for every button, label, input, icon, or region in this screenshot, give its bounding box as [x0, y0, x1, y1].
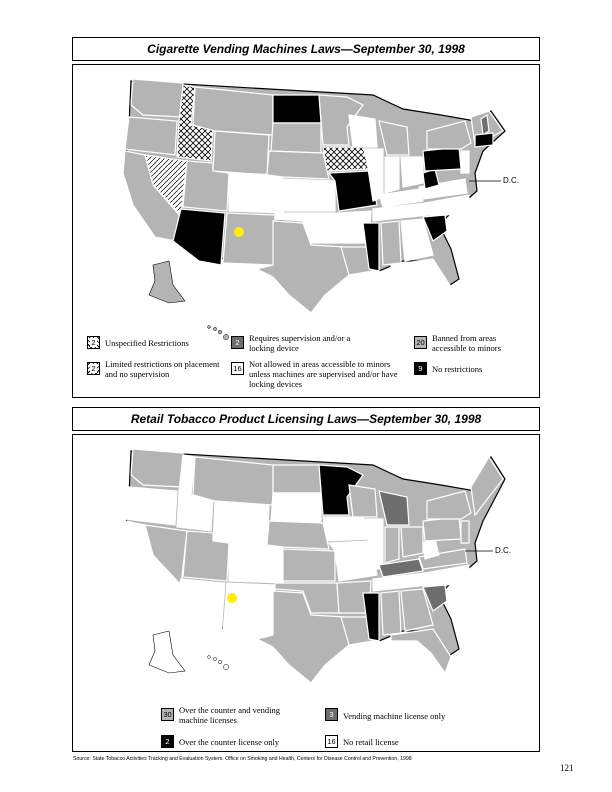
map1-legend-label-no-restrictions: No restrictions	[432, 364, 483, 374]
map1-legend-label-limited: Limited restrictions on placement and no supervision	[105, 359, 220, 379]
map2-highlight-dot	[227, 593, 237, 603]
page-number: 121	[560, 763, 574, 773]
map1-legend-label-supervision: Requires supervision and/or a locking device	[249, 333, 351, 353]
map1-highlight-dot	[234, 227, 244, 237]
source-note: Source: State Tobacco Activities Tracking and Evaluation System. Office on Smoking and Health, Centers for Disease Control and Prevention, 1998	[73, 756, 412, 762]
map2-legend-swatch-counter: 2	[161, 735, 174, 748]
map2-legend-swatch-vending: 3	[325, 708, 338, 721]
map1-frame	[72, 64, 540, 398]
map1-dc-label: D.C.	[503, 176, 519, 185]
map2-legend-label-none: No retail license	[343, 737, 399, 747]
map2-legend-swatch-both: 30	[161, 708, 174, 721]
map1-legend-swatch-not-allowed: 16	[231, 362, 244, 375]
map1-legend-label-not-allowed: Not allowed in areas accessible to minors unless machines are supervised and/or have locking devices	[249, 359, 398, 389]
map2-legend-label-counter: Over the counter license only	[179, 737, 280, 747]
map2-legend-swatch-none: 16	[325, 735, 338, 748]
map1-legend-label-unspecified: Unspecified Restrictions	[105, 338, 189, 348]
map2-frame	[72, 434, 540, 752]
map1-title-box	[72, 37, 540, 61]
map1-legend-swatch-supervision: 2	[231, 336, 244, 349]
map1-legend-label-banned: Banned from areas accessible to minors	[432, 333, 501, 353]
map1-legend-swatch-unspecified: 2	[87, 336, 100, 349]
map1-title: Cigarette Vending Machines Laws—September 30, 1998	[147, 42, 465, 56]
map1-legend-swatch-limited: 2	[87, 362, 100, 375]
map1-legend-swatch-no-restrictions: 9	[414, 362, 427, 375]
map2-us-map	[73, 435, 539, 751]
map2-dc-label: D.C.	[495, 546, 511, 555]
map2-title-box	[72, 407, 540, 431]
map2-title: Retail Tobacco Product Licensing Laws—September 30, 1998	[130, 412, 482, 426]
map2-legend-label-both: Over the counter and vending machine licenses	[179, 705, 281, 725]
map1-legend-swatch-banned: 20	[414, 336, 427, 349]
map2-legend-label-vending: Vending machine license only	[343, 711, 446, 721]
